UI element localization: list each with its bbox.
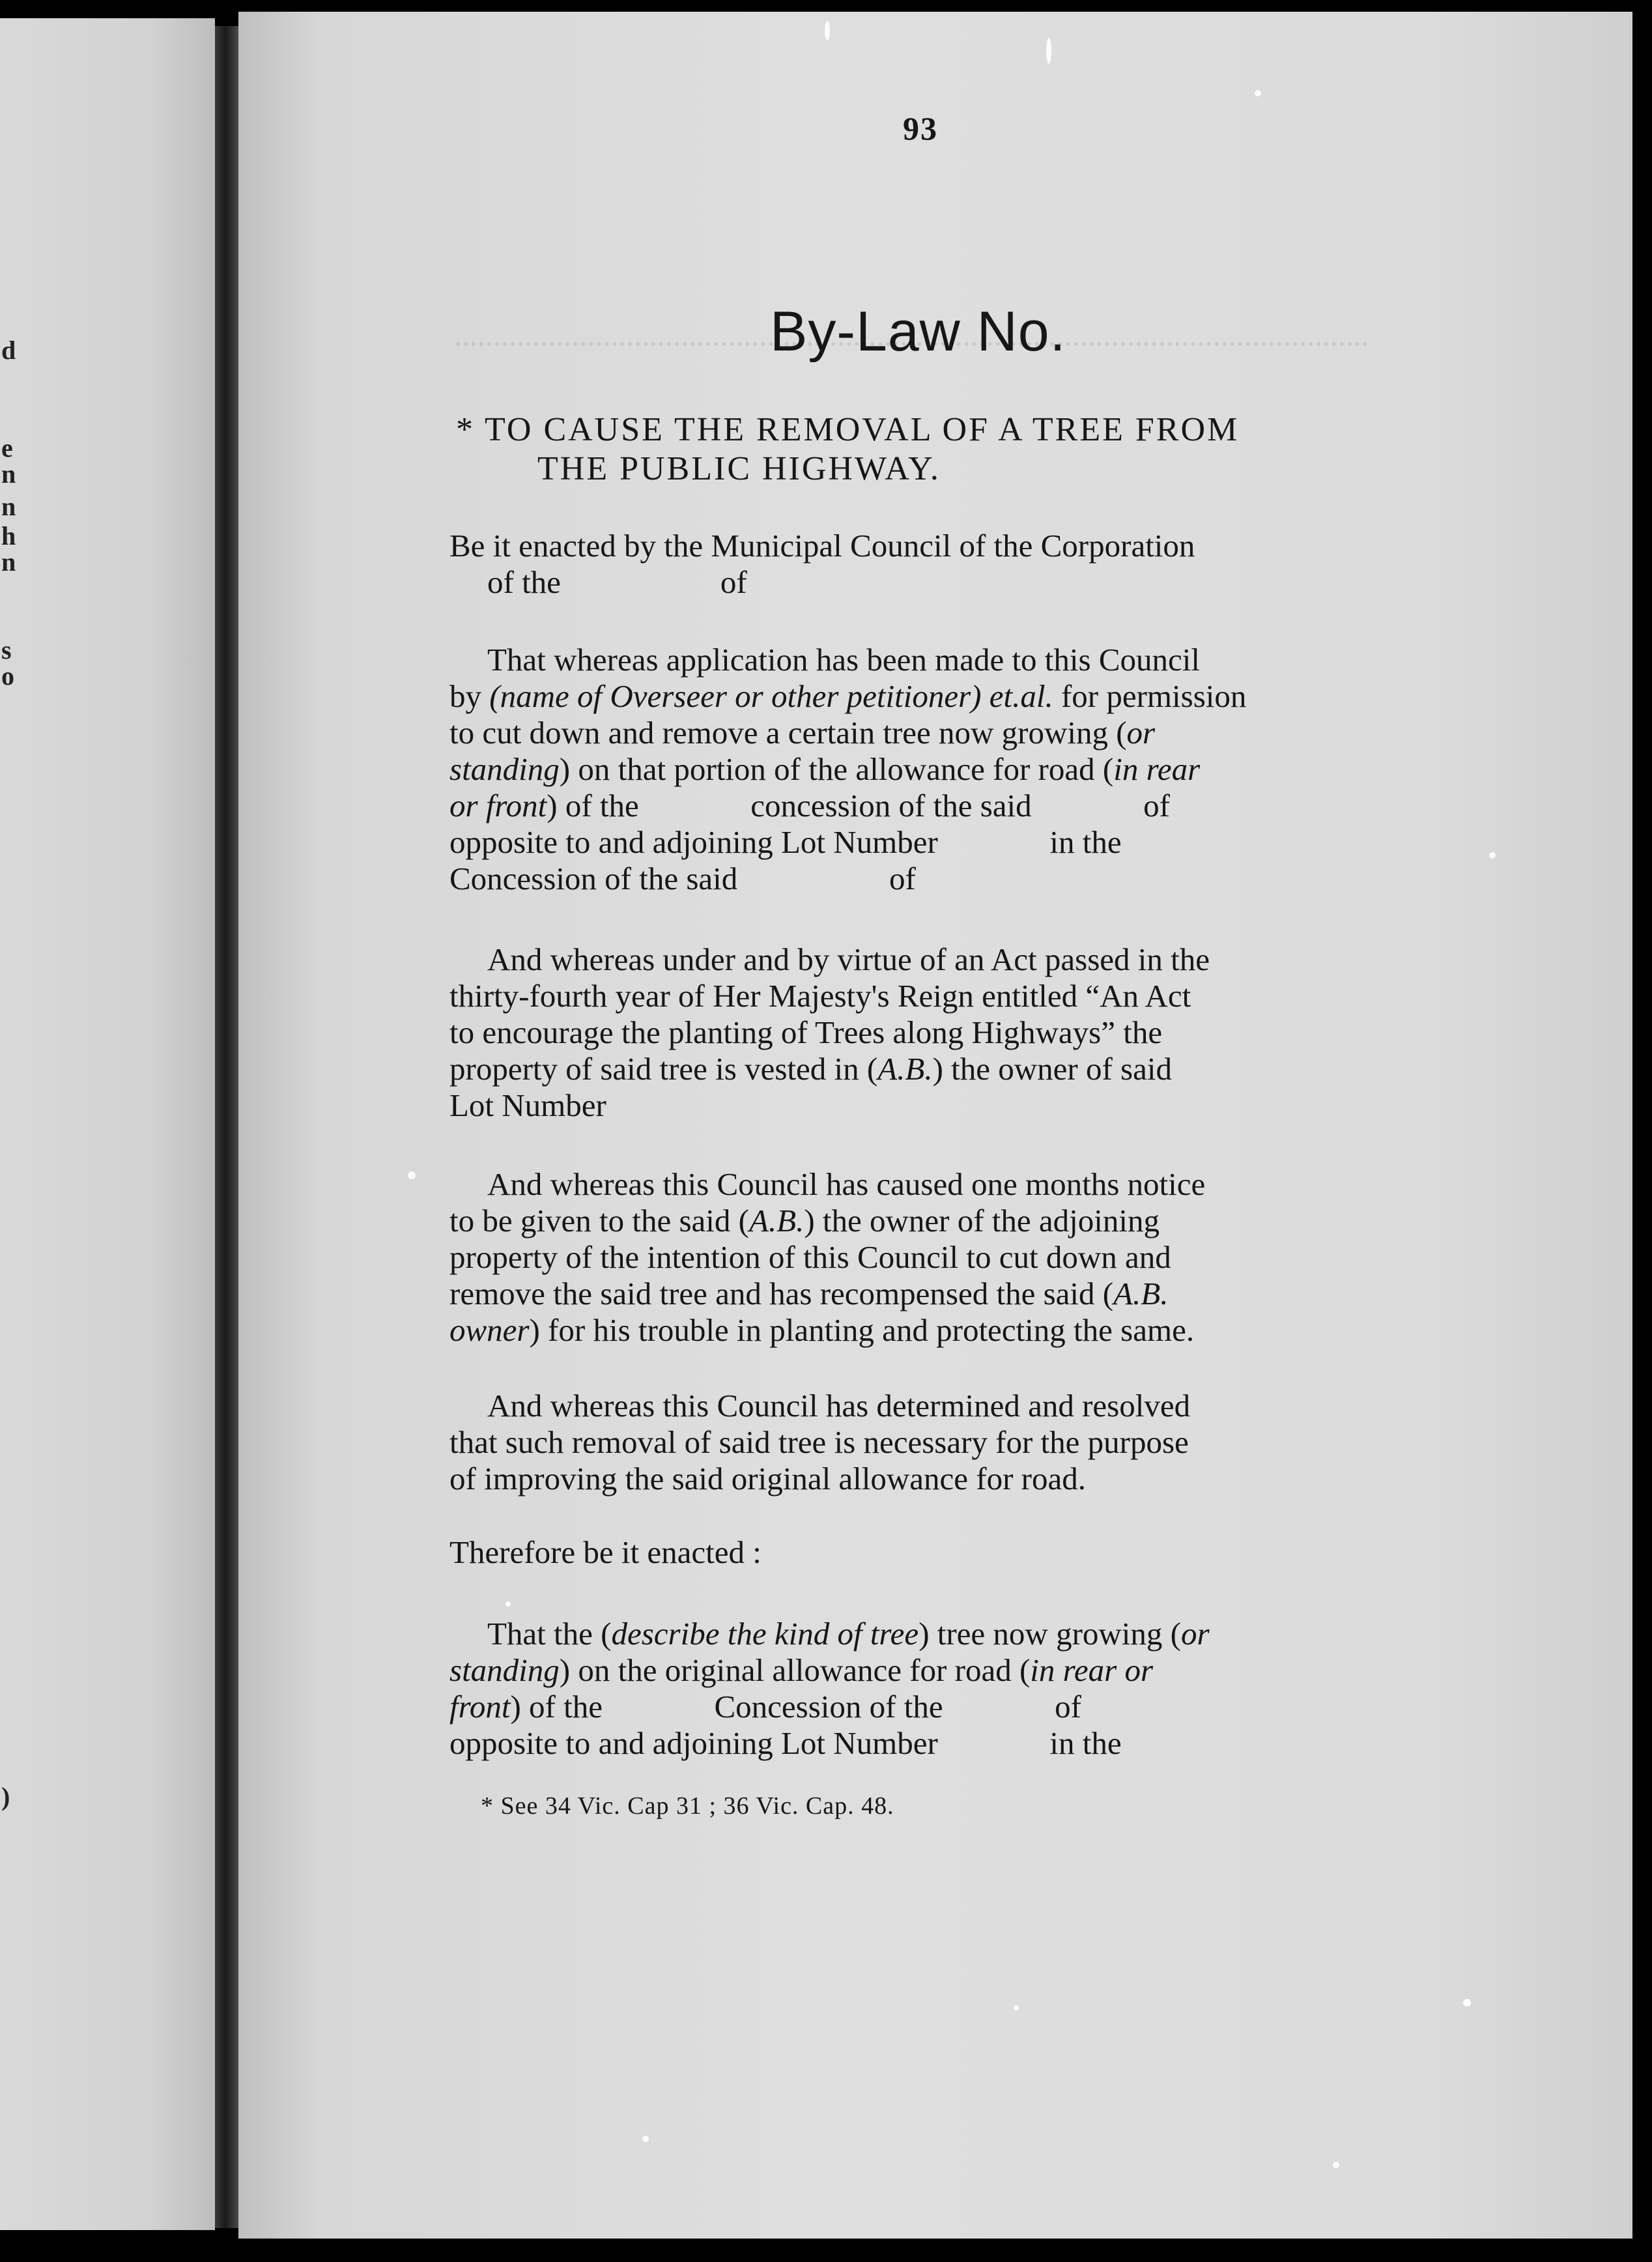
text-line: to encourage the planting of Trees along Highways” the [449,1014,1163,1050]
edge-letter: h [1,521,16,551]
text-line [449,1051,1401,1087]
text-run: remove the said tree and has recompensed the said ( [449,1276,1114,1311]
page-number: 93 [903,110,938,147]
text-run: by [449,678,490,714]
text-line [449,751,1401,788]
text-run: That the ( [487,1616,612,1652]
scan-speck [1014,2005,1019,2011]
text-run: property of said tree is vested in ( [449,1051,878,1087]
page-title: By-Law No. [770,300,1066,363]
bylaw-subtitle [456,410,1414,489]
text-line [449,1616,1401,1652]
scan-speck [1046,38,1051,64]
text-run: ) of the concession of the said of [547,788,1170,823]
italic-run: (name of Overseer or other petitioner) et.al. [489,678,1053,714]
italic-run: in rear [1113,751,1201,787]
text-line: And whereas under and by virtue of an Act passed in the [487,941,1210,977]
italic-run: A.B. [748,1203,805,1238]
italic-run: standing [449,1652,560,1688]
text-line: opposite to and adjoining Lot Number in the [449,1725,1122,1761]
text-line [449,1203,1401,1239]
edge-letter: o [1,661,14,691]
text-run: ) for his trouble in planting and protecting the same. [529,1312,1195,1348]
text-line: Concession of the said of [449,861,916,896]
italic-run: A.B. [877,1051,933,1087]
text-line [449,715,1401,751]
italic-run: owner [449,1312,530,1348]
italic-run: or [1180,1616,1210,1652]
scan-speck [506,1601,511,1607]
text-line [449,1276,1401,1312]
scan-speck [1463,1999,1471,2007]
edge-letter: d [1,336,16,365]
text-line [449,1312,1401,1349]
text-line: of improving the said original allowance for road. [449,1461,1086,1496]
scan-speck [1255,90,1261,96]
text-run: ) tree now growing ( [919,1616,1181,1652]
subtitle-line: * TO CAUSE THE REMOVAL OF A TREE FROM [456,411,1240,448]
text-run: ) on the original allowance for road ( [559,1652,1031,1688]
text-line: And whereas this Council has caused one months notice [487,1166,1206,1202]
book-gutter [215,26,238,2228]
text-run: ) the owner of said [932,1051,1172,1087]
scan-speck [825,21,830,40]
edge-letter: s [1,635,12,665]
text-line: And whereas this Council has determined and resolved [487,1388,1191,1424]
footnote: * See 34 Vic. Cap 31 ; 36 Vic. Cap. 48. [481,1792,894,1820]
text-run: for permission [1053,678,1247,714]
text-line: Therefore be it enacted : [449,1534,762,1570]
italic-run: standing [449,751,560,787]
text-line: property of the intention of this Council to cut down and [449,1239,1171,1275]
tree-paragraph [449,1616,1401,1762]
enactment-heading [449,1534,1401,1571]
italic-run: describe the kind of tree [611,1616,919,1652]
subtitle-line: THE PUBLIC HIGHWAY. [537,450,941,487]
text-line: opposite to and adjoining Lot Number in the [449,824,1122,860]
scan-speck [642,2136,649,2142]
scan-speck [1333,2162,1339,2168]
text-line [449,788,1401,824]
resolution-paragraph [449,1388,1401,1497]
edge-letter: n [1,492,16,521]
previous-page-edge [0,18,215,2230]
text-run: ) the owner of the adjoining [804,1203,1160,1238]
text-run: to cut down and remove a certain tree now growing ( [449,715,1127,751]
text-run: ) on that portion of the allowance for road ( [559,751,1114,787]
text-line: of the of [487,564,747,600]
text-line: That whereas application has been made to this Council [487,642,1201,678]
text-line: thirty-fourth year of Her Majesty's Reign entitled “An Act [449,978,1191,1014]
notice-paragraph [449,1166,1401,1349]
italic-run: front [449,1689,511,1725]
text-line [449,1652,1401,1689]
text-line [449,678,1401,715]
edge-letter: e [1,433,13,463]
italic-run: or [1126,715,1156,751]
italic-run: or front [449,788,547,823]
enacting-paragraph [449,528,1401,601]
text-line [449,1689,1401,1725]
italic-run: A.B. [1113,1276,1169,1311]
scan-speck [408,1171,416,1179]
text-line: Be it enacted by the Municipal Council of the Corporation [449,528,1195,564]
italic-run: in rear or [1030,1652,1154,1688]
act-paragraph [449,941,1401,1124]
text-run: ) of the Concession of the of [510,1689,1081,1725]
text-line: that such removal of said tree is necessary for the purpose [449,1424,1189,1460]
application-paragraph [449,642,1401,897]
edge-letter: n [1,547,16,577]
edge-letter: ) [1,1782,10,1811]
edge-letter: n [1,459,16,489]
text-line: Lot Number [449,1087,606,1123]
text-run: to be given to the said ( [449,1203,749,1238]
scan-speck [1489,852,1496,859]
